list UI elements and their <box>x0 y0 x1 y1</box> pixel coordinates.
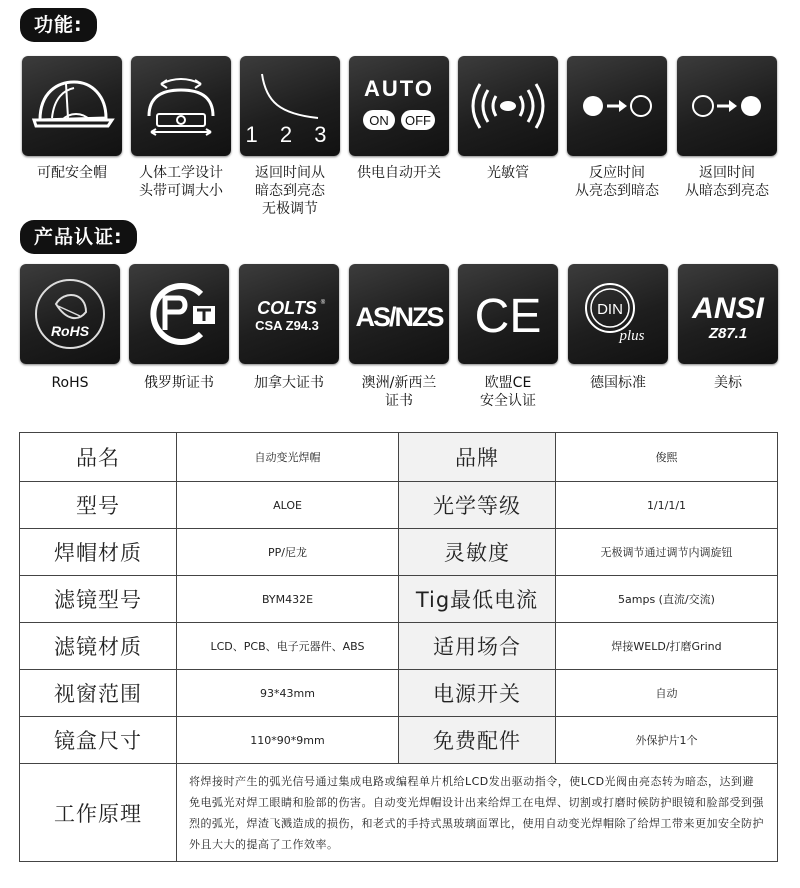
spec-key: 光学等级 <box>399 482 556 529</box>
spec-value: PP/尼龙 <box>177 529 399 576</box>
spec-value: 俊熙 <box>556 433 778 482</box>
csa-mark: CSA Z94.3 <box>255 318 319 333</box>
dark-to-light-icon <box>677 56 777 156</box>
spec-key: 滤镜型号 <box>20 576 177 623</box>
rohs-mark: RoHS <box>50 323 90 339</box>
feature-caption: 返回时间从 暗态到亮态 无极调节 <box>255 165 325 217</box>
light-to-dark-icon <box>567 56 667 156</box>
auto-on-off-icon <box>349 56 449 156</box>
spec-key: 灵敏度 <box>399 529 556 576</box>
principle-text: 将焊接时产生的弧光信号通过集成电路或编程单片机给LCD发出驱动指令，使LCD光阀由亮态转为暗态，达到避免电弧光对焊工眼睛和脸部的伤害。自动变光焊帽设计出来给焊工在电焊、切割或打磨时候防护眼镜和脸部受到强烈的弧光，焊渣飞溅造成的损伤，和老式的手持式黑玻璃面罩比，使用自动变光焊帽除了给焊工带来更加安全防护外且大大的提高了工作效率。 <box>177 764 778 862</box>
spec-key: 品牌 <box>399 433 556 482</box>
certification-caption: 加拿大证书 <box>254 375 324 391</box>
feature-caption: 人体工学设计 头带可调大小 <box>139 165 223 199</box>
spec-value: 5amps (直流/交流) <box>556 576 778 623</box>
on-label: ON <box>369 113 389 128</box>
spec-key: 型号 <box>20 482 177 529</box>
feature-caption: 供电自动开关 <box>357 165 441 181</box>
spec-key: 焊帽材质 <box>20 529 177 576</box>
certification-caption: 美标 <box>714 375 742 391</box>
csa-logo <box>239 264 339 364</box>
spec-value: 焊接WELD/打磨Grind <box>556 623 778 670</box>
spec-value: 无极调节通过调节内调旋钮 <box>556 529 778 576</box>
features-section-title: 功能: <box>20 8 97 42</box>
delay-curve-icon <box>240 56 340 156</box>
table-row <box>20 717 778 764</box>
pct-logo <box>129 264 229 364</box>
certification-caption: RoHS <box>51 375 89 391</box>
spec-value: ALOE <box>177 482 399 529</box>
as-nzs-logo <box>349 264 449 364</box>
spec-key: 适用场合 <box>399 623 556 670</box>
spec-key: 品名 <box>20 433 177 482</box>
headband-adjust-icon <box>131 56 231 156</box>
feature-caption: 光敏管 <box>487 165 529 181</box>
spec-key: 电源开关 <box>399 670 556 717</box>
table-row <box>20 482 778 529</box>
table-row <box>20 764 778 862</box>
z871-mark: Z87.1 <box>708 325 748 342</box>
din-mark: DIN <box>597 301 623 318</box>
ansi-mark: ANSI <box>692 292 764 325</box>
din-plus-logo <box>568 264 668 364</box>
table-row <box>20 670 778 717</box>
certification-caption: 欧盟CE 安全认证 <box>480 375 536 409</box>
delay-numbers: 1 2 3 <box>245 122 335 147</box>
ansi-logo <box>678 264 778 364</box>
as-nzs-mark: AS/NZS <box>355 302 443 332</box>
spec-key: 视窗范围 <box>20 670 177 717</box>
spec-key: 滤镜材质 <box>20 623 177 670</box>
off-label: OFF <box>405 113 431 128</box>
ce-logo <box>458 264 558 364</box>
spec-table <box>19 432 778 862</box>
spec-value: 1/1/1/1 <box>556 482 778 529</box>
spec-value: 自动 <box>556 670 778 717</box>
table-row <box>20 623 778 670</box>
spec-value: 93*43mm <box>177 670 399 717</box>
spec-value: BYM432E <box>177 576 399 623</box>
svg-text:®: ® <box>320 300 326 306</box>
principle-label: 工作原理 <box>20 764 177 862</box>
table-row <box>20 433 778 482</box>
spec-value: 自动变光焊帽 <box>177 433 399 482</box>
spec-key: 镜盒尺寸 <box>20 717 177 764</box>
spec-key: Tig最低电流 <box>399 576 556 623</box>
table-row <box>20 529 778 576</box>
spec-value: 外保护片1个 <box>556 717 778 764</box>
ce-mark: CE <box>474 290 542 343</box>
certification-caption: 德国标准 <box>590 375 646 391</box>
spec-key: 免费配件 <box>399 717 556 764</box>
light-sensor-icon <box>458 56 558 156</box>
helmet-icon <box>22 56 122 156</box>
plus-mark: plus <box>619 328 645 344</box>
auto-label: AUTO <box>364 76 434 101</box>
table-row <box>20 576 778 623</box>
certifications-section-title: 产品认证: <box>20 220 137 254</box>
spec-value: 110*90*9mm <box>177 717 399 764</box>
certification-caption: 俄罗斯证书 <box>144 375 214 391</box>
spec-value: LCD、PCB、电子元器件、ABS <box>177 623 399 670</box>
feature-caption: 返回时间 从暗态到亮态 <box>685 165 769 199</box>
certification-caption: 澳洲/新西兰 证书 <box>361 375 437 409</box>
rohs-logo <box>20 264 120 364</box>
feature-caption: 可配安全帽 <box>37 165 107 181</box>
feature-caption: 反应时间 从亮态到暗态 <box>575 165 659 199</box>
colts-mark: COLTS <box>257 298 317 318</box>
